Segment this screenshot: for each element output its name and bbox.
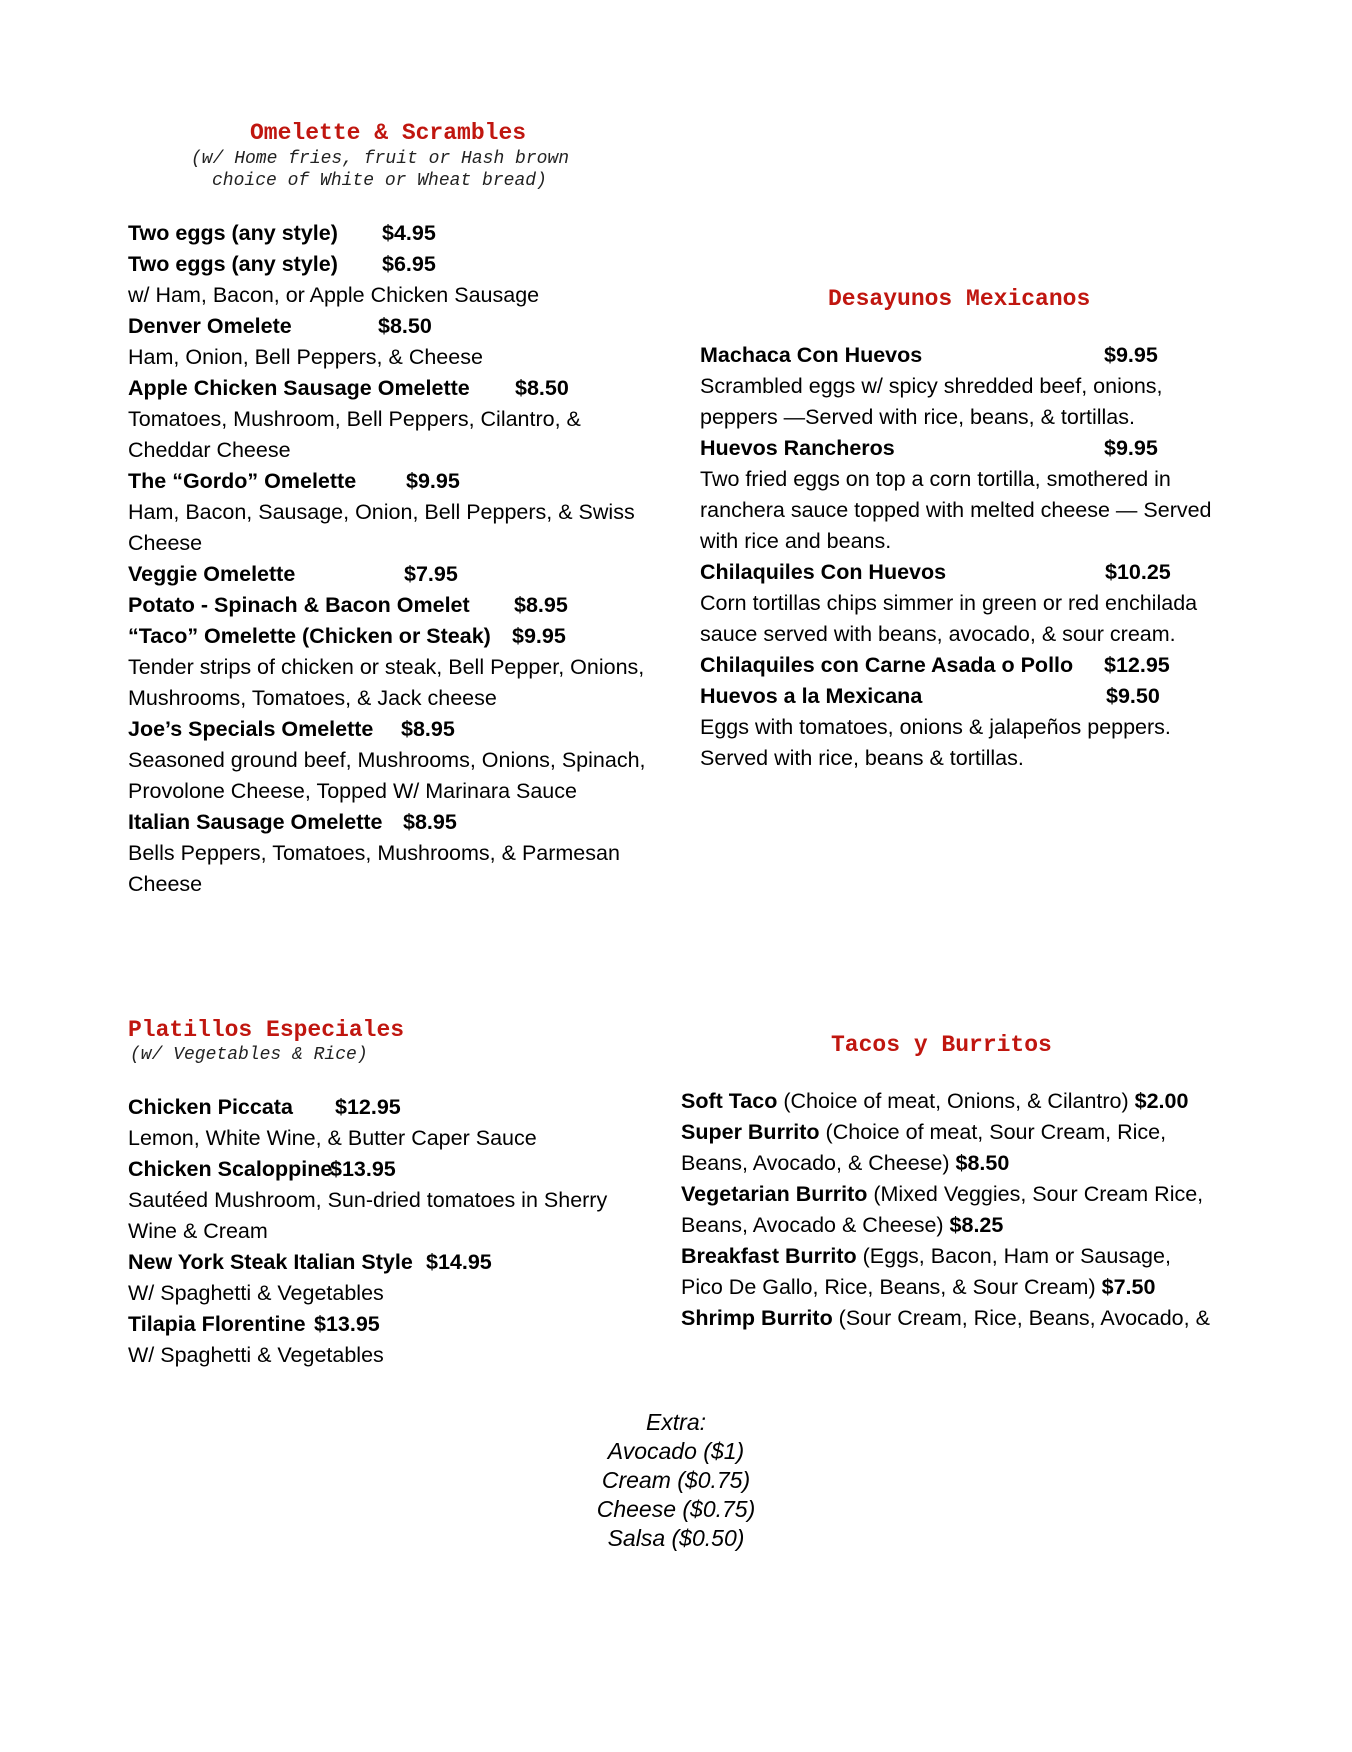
menu-item-description: Ham, Onion, Bell Peppers, & Cheese (128, 345, 483, 369)
menu-item-name: Joe’s Specials Omelette (128, 717, 374, 741)
menu-item (700, 340, 1260, 371)
omelettes-subtitle-2: choice of White or Wheat bread) (212, 171, 547, 191)
omelettes-list (128, 218, 688, 900)
menu-item-name: Vegetarian Burrito (681, 1182, 868, 1206)
menu-item-price: $9.50 (1106, 684, 1160, 708)
menu-item (128, 1247, 688, 1278)
menu-item-description: Seasoned ground beef, Mushrooms, Onions, Spinach, (128, 748, 646, 772)
menu-item-description: peppers —Served with rice, beans, & tortillas. (700, 405, 1135, 429)
menu-item-description: Cheese (128, 531, 203, 555)
menu-item-name: Shrimp Burrito (681, 1306, 833, 1330)
taco-burrito-line (681, 1179, 1281, 1210)
menu-item-description: Bells Peppers, Tomatoes, Mushrooms, & Parmesan (128, 841, 620, 865)
menu-item (128, 714, 688, 745)
menu-item-price: $9.95 (1104, 343, 1158, 367)
menu-item-description: (Choice of meat, Onions, & Cilantro) (777, 1089, 1135, 1113)
menu-item-description: sauce served with beans, avocado, & sour cream. (700, 622, 1176, 646)
menu-item-price: $6.95 (382, 252, 436, 276)
menu-item-name: Potato - Spinach & Bacon Omelet (128, 593, 470, 617)
menu-item-name: Super Burrito (681, 1120, 820, 1144)
menu-item-name: $8.50 (955, 1151, 1010, 1175)
menu-item-description: Tender strips of chicken or steak, Bell Pepper, Onions, (128, 655, 645, 679)
menu-item-name: Tilapia Florentine (128, 1312, 306, 1336)
taco-burrito-line (681, 1241, 1281, 1272)
extra-item-salsa: Salsa ($0.50) (607, 1525, 745, 1551)
menu-item-price: $9.95 (512, 624, 566, 648)
menu-item-description: Beans, Avocado & Cheese) (681, 1213, 950, 1237)
platillos-subtitle: (w/ Vegetables & Rice) (130, 1045, 368, 1065)
menu-item-description: Beans, Avocado, & Cheese) (681, 1151, 956, 1175)
menu-item-name: Chicken Scaloppine (128, 1157, 333, 1181)
menu-item (128, 621, 688, 652)
menu-item-name: $7.50 (1101, 1275, 1156, 1299)
extras-title: Extra: (645, 1409, 707, 1435)
menu-item-name: Denver Omelete (128, 314, 292, 338)
menu-item-name: Huevos a la Mexicana (700, 684, 923, 708)
menu-item-description: Cheddar Cheese (128, 438, 291, 462)
menu-item-description: Sautéed Mushroom, Sun-dried tomatoes in Sherry (128, 1188, 608, 1212)
menu-item-name: “Taco” Omelette (Chicken or Steak) (128, 624, 491, 648)
menu-item-description: Scrambled eggs w/ spicy shredded beef, onions, (700, 374, 1163, 398)
menu-item (128, 807, 688, 838)
taco-burrito-line (681, 1148, 1281, 1179)
menu-item-description: (Mixed Veggies, Sour Cream Rice, (867, 1182, 1204, 1206)
menu-item-description: w/ Ham, Bacon, or Apple Chicken Sausage (128, 283, 540, 307)
menu-item-price: $4.95 (382, 221, 436, 245)
menu-item-name: Chilaquiles Con Huevos (700, 560, 947, 584)
menu-item-name: Veggie Omelette (128, 562, 296, 586)
menu-item-description: Ham, Bacon, Sausage, Onion, Bell Peppers, & Swiss (128, 500, 635, 524)
menu-item-name: Two eggs (any style) (128, 252, 338, 276)
extra-item-cheese: Cheese ($0.75) (596, 1496, 756, 1522)
menu-item-description: ranchera sauce topped with melted cheese — Served (700, 498, 1212, 522)
menu-item-description: Eggs with tomatoes, onions & jalapeños peppers. (700, 715, 1171, 739)
taco-burrito-line (681, 1117, 1281, 1148)
extras-block (0, 1408, 1352, 1553)
menu-item (128, 373, 688, 404)
menu-item-description: (Sour Cream, Rice, Beans, Avocado, & (832, 1306, 1210, 1330)
menu-item-description: Pico De Gallo, Rice, Beans, & Sour Cream) (681, 1275, 1102, 1299)
menu-item-price: $14.95 (426, 1250, 492, 1274)
menu-item-name: $8.25 (949, 1213, 1004, 1237)
taco-burrito-line (681, 1272, 1281, 1303)
taco-burrito-line (681, 1210, 1281, 1241)
menu-item-name: Apple Chicken Sausage Omelette (128, 376, 470, 400)
platillos-list (128, 1092, 688, 1371)
menu-item-description: Two fried eggs on top a corn tortilla, smothered in (700, 467, 1171, 491)
menu-item-name: Machaca Con Huevos (700, 343, 923, 367)
menu-item-name: New York Steak Italian Style (128, 1250, 413, 1274)
extra-item-cream: Cream ($0.75) (601, 1467, 751, 1493)
menu-item-description: (Choice of meat, Sour Cream, Rice, (819, 1120, 1167, 1144)
menu-item-name: Chicken Piccata (128, 1095, 293, 1119)
menu-item-description: Cheese (128, 872, 203, 896)
menu-item (128, 590, 688, 621)
menu-item (128, 311, 688, 342)
menu-item (128, 1309, 688, 1340)
menu-item-price: $9.95 (406, 469, 460, 493)
menu-item-price: $8.50 (515, 376, 569, 400)
menu-item-description: Served with rice, beans & tortillas. (700, 746, 1024, 770)
menu-item-price: $9.95 (1104, 436, 1158, 460)
menu-item (700, 433, 1260, 464)
menu-item (700, 557, 1260, 588)
menu-item-name: Two eggs (any style) (128, 221, 338, 245)
menu-item (128, 249, 688, 280)
menu-item-name: Huevos Rancheros (700, 436, 895, 460)
menu-item-name: Soft Taco (681, 1089, 778, 1113)
menu-item-price: $8.95 (401, 717, 455, 741)
menu-item-price: $8.95 (514, 593, 568, 617)
extra-item-avocado: Avocado ($1) (607, 1438, 745, 1464)
menu-item-description: Provolone Cheese, Topped W/ Marinara Sauce (128, 779, 577, 803)
menu-item-description: Tomatoes, Mushroom, Bell Peppers, Cilantro, & (128, 407, 581, 431)
menu-item-description: W/ Spaghetti & Vegetables (128, 1281, 384, 1305)
menu-item-price: $12.95 (1104, 653, 1170, 677)
menu-item-name: $2.00 (1134, 1089, 1189, 1113)
menu-item (700, 650, 1260, 681)
menu-item-description: Lemon, White Wine, & Butter Caper Sauce (128, 1126, 537, 1150)
section-title-platillos: Platillos Especiales (128, 1017, 405, 1043)
omelettes-subtitle-1: (w/ Home fries, fruit or Hash brown (191, 149, 570, 169)
menu-item-description: Corn tortillas chips simmer in green or red enchilada (700, 591, 1198, 615)
menu-item (128, 559, 688, 590)
section-title-omelettes: Omelette & Scrambles (250, 120, 527, 146)
menu-item-name: Chilaquiles con Carne Asada o Pollo (700, 653, 1074, 677)
menu-item-name: Breakfast Burrito (681, 1244, 857, 1268)
menu-item (128, 218, 688, 249)
menu-item-price: $13.95 (330, 1157, 396, 1181)
menu-item (700, 681, 1260, 712)
menu-item (128, 466, 688, 497)
menu-item-name: Italian Sausage Omelette (128, 810, 383, 834)
taco-burrito-line (681, 1303, 1281, 1334)
menu-item-description: W/ Spaghetti & Vegetables (128, 1343, 384, 1367)
menu-item-price: $13.95 (314, 1312, 380, 1336)
menu-item-name: The “Gordo” Omelette (128, 469, 357, 493)
menu-item-description: with rice and beans. (700, 529, 892, 553)
menu-item (128, 1092, 688, 1123)
menu-item-description: Mushrooms, Tomatoes, & Jack cheese (128, 686, 497, 710)
menu-item-price: $12.95 (335, 1095, 401, 1119)
tacos-list (681, 1086, 1281, 1334)
section-title-tacos: Tacos y Burritos (831, 1032, 1052, 1058)
taco-burrito-line (681, 1086, 1281, 1117)
menu-item-price: $10.25 (1105, 560, 1171, 584)
menu-item-description: Wine & Cream (128, 1219, 268, 1243)
menu-item-price: $7.95 (404, 562, 458, 586)
menu-item (128, 1154, 688, 1185)
mexicanos-list (700, 340, 1260, 774)
menu-item-description: (Eggs, Bacon, Ham or Sausage, (856, 1244, 1171, 1268)
menu-item-price: $8.50 (378, 314, 432, 338)
menu-item-price: $8.95 (403, 810, 457, 834)
section-title-mexicanos: Desayunos Mexicanos (828, 286, 1091, 312)
